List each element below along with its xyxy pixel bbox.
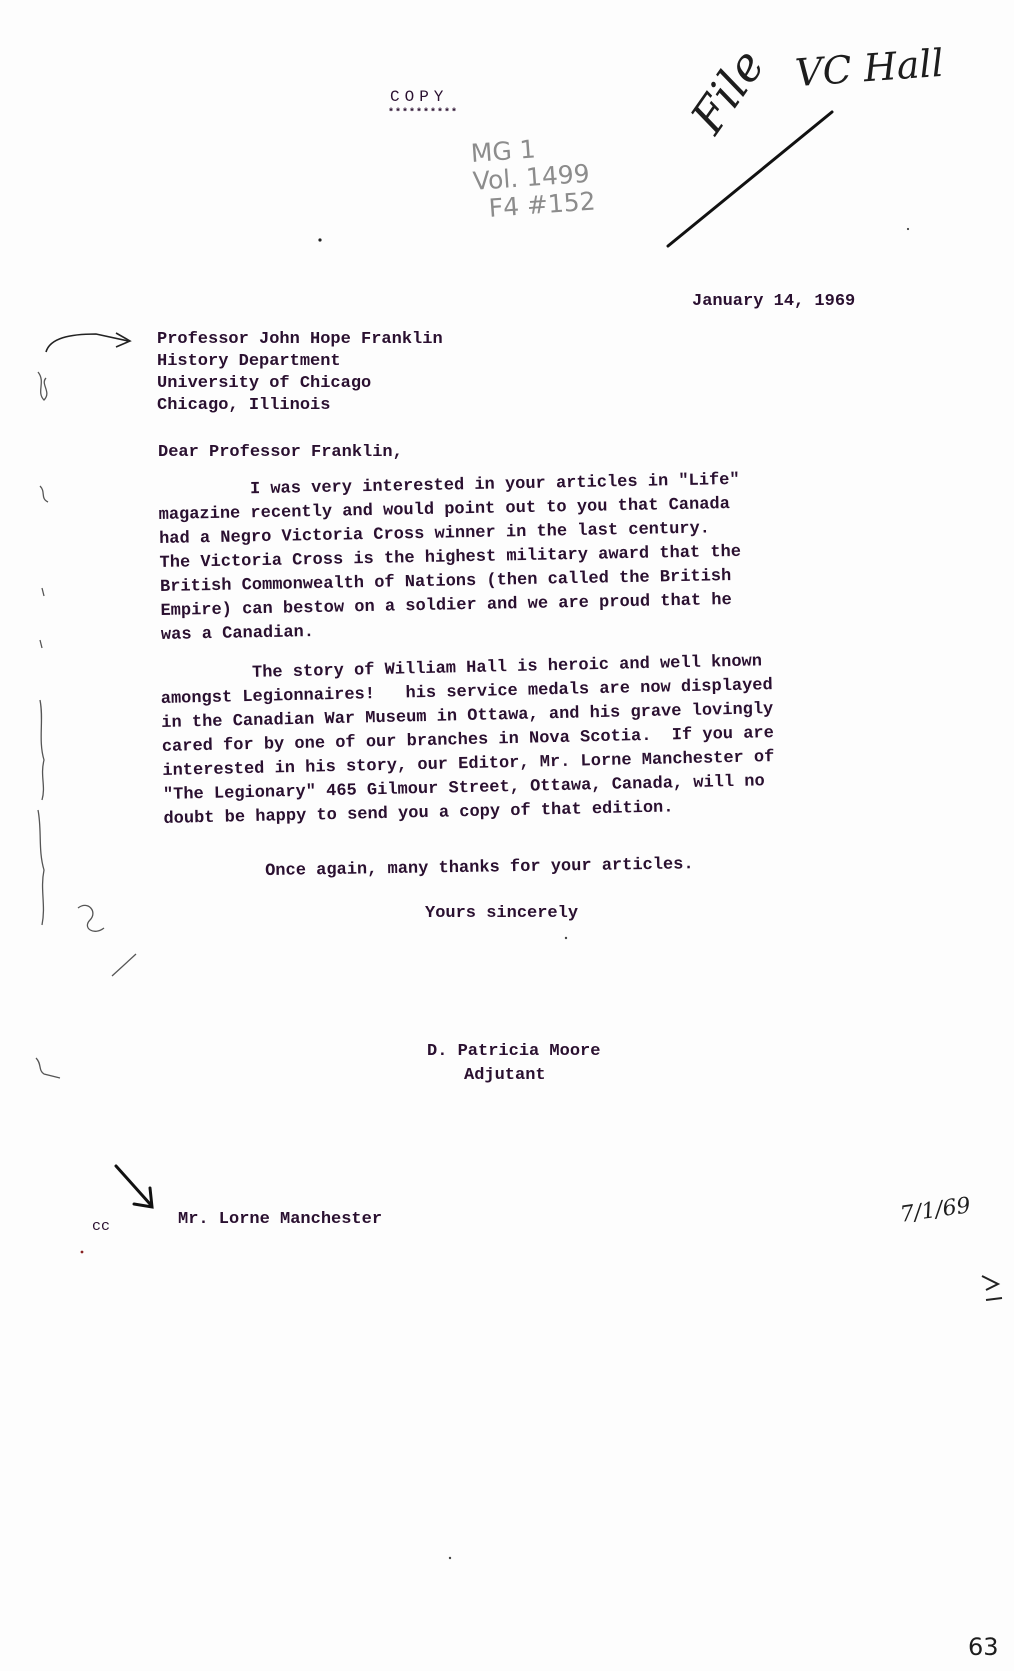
copy-underline-stars: ********** (388, 108, 459, 119)
paper-speck (565, 937, 567, 939)
address-line: History Department (157, 352, 341, 371)
handwritten-file-subject: VC Hall (793, 40, 946, 96)
paragraph-line: doubt be happy to send you a copy of that edition. (163, 798, 674, 829)
signer-name: D. Patricia Moore (427, 1042, 601, 1061)
copy-label: COPY (390, 88, 449, 106)
paragraph-line: "The Legionary" 465 Gilmour Street, Ottawa, Canada, will no (162, 772, 765, 805)
letter-date: January 14, 1969 (692, 292, 856, 311)
paragraph-line: interested in his story, our Editor, Mr. Lorne Manchester of (162, 748, 775, 781)
address-line: Chicago, Illinois (157, 396, 331, 415)
paragraph-line: I was very interested in your articles in "Life" (158, 470, 740, 501)
paragraph-line: had a Negro Victoria Cross winner in the last century. (158, 519, 711, 549)
handwritten-file-word: File (680, 39, 776, 143)
paragraph-line: British Commonwealth of Nations (then called the British (159, 567, 732, 597)
paper-speck (449, 1557, 451, 1559)
paragraph-line: magazine recently and would point out to you that Canada (158, 495, 731, 525)
closing: Yours sincerely (425, 904, 579, 923)
cc-label: cc (92, 1218, 111, 1235)
paragraph-line: Empire) can bestow on a soldier and we are proud that he (160, 591, 732, 621)
page-number: 63 (968, 1633, 999, 1661)
cc-name: Mr. Lorne Manchester (178, 1210, 383, 1229)
body-paragraph-3: Once again, many thanks for your articles. (265, 855, 694, 881)
paragraph-line: in the Canadian War Museum in Ottawa, and his grave lovingly (161, 700, 774, 733)
address-line: Professor John Hope Franklin (157, 330, 443, 349)
handwritten-date-note: 7/1/69 (898, 1193, 973, 1228)
paragraph-line: cared for by one of our branches in Nova Scotia. If you are (161, 724, 775, 757)
file-slash-stroke (668, 112, 832, 246)
cc-arrow-icon (116, 1166, 152, 1207)
archive-ref-line: Vol. 1499 (471, 158, 591, 196)
address-line: University of Chicago (157, 374, 372, 393)
archive-ref-line: MG 1 (469, 134, 537, 168)
margin-mark (982, 1276, 1002, 1300)
address-arrow-icon (46, 333, 130, 352)
paragraph-line: amongst Legionnaires! his service medals are now displayed (160, 676, 773, 709)
paragraph-line: The Victoria Cross is the highest military award that the (159, 542, 742, 573)
margin-scribble (36, 372, 136, 1078)
paper-speck (907, 228, 909, 230)
archive-ref-line: F4 #152 (487, 186, 597, 223)
paper-speck (318, 238, 321, 241)
paper-speck (81, 1251, 84, 1254)
paragraph-line: The story of William Hall is heroic and well known (160, 652, 763, 685)
salutation: Dear Professor Franklin, (158, 443, 403, 462)
signer-title: Adjutant (464, 1066, 546, 1085)
paragraph-line: was a Canadian. (160, 623, 315, 645)
